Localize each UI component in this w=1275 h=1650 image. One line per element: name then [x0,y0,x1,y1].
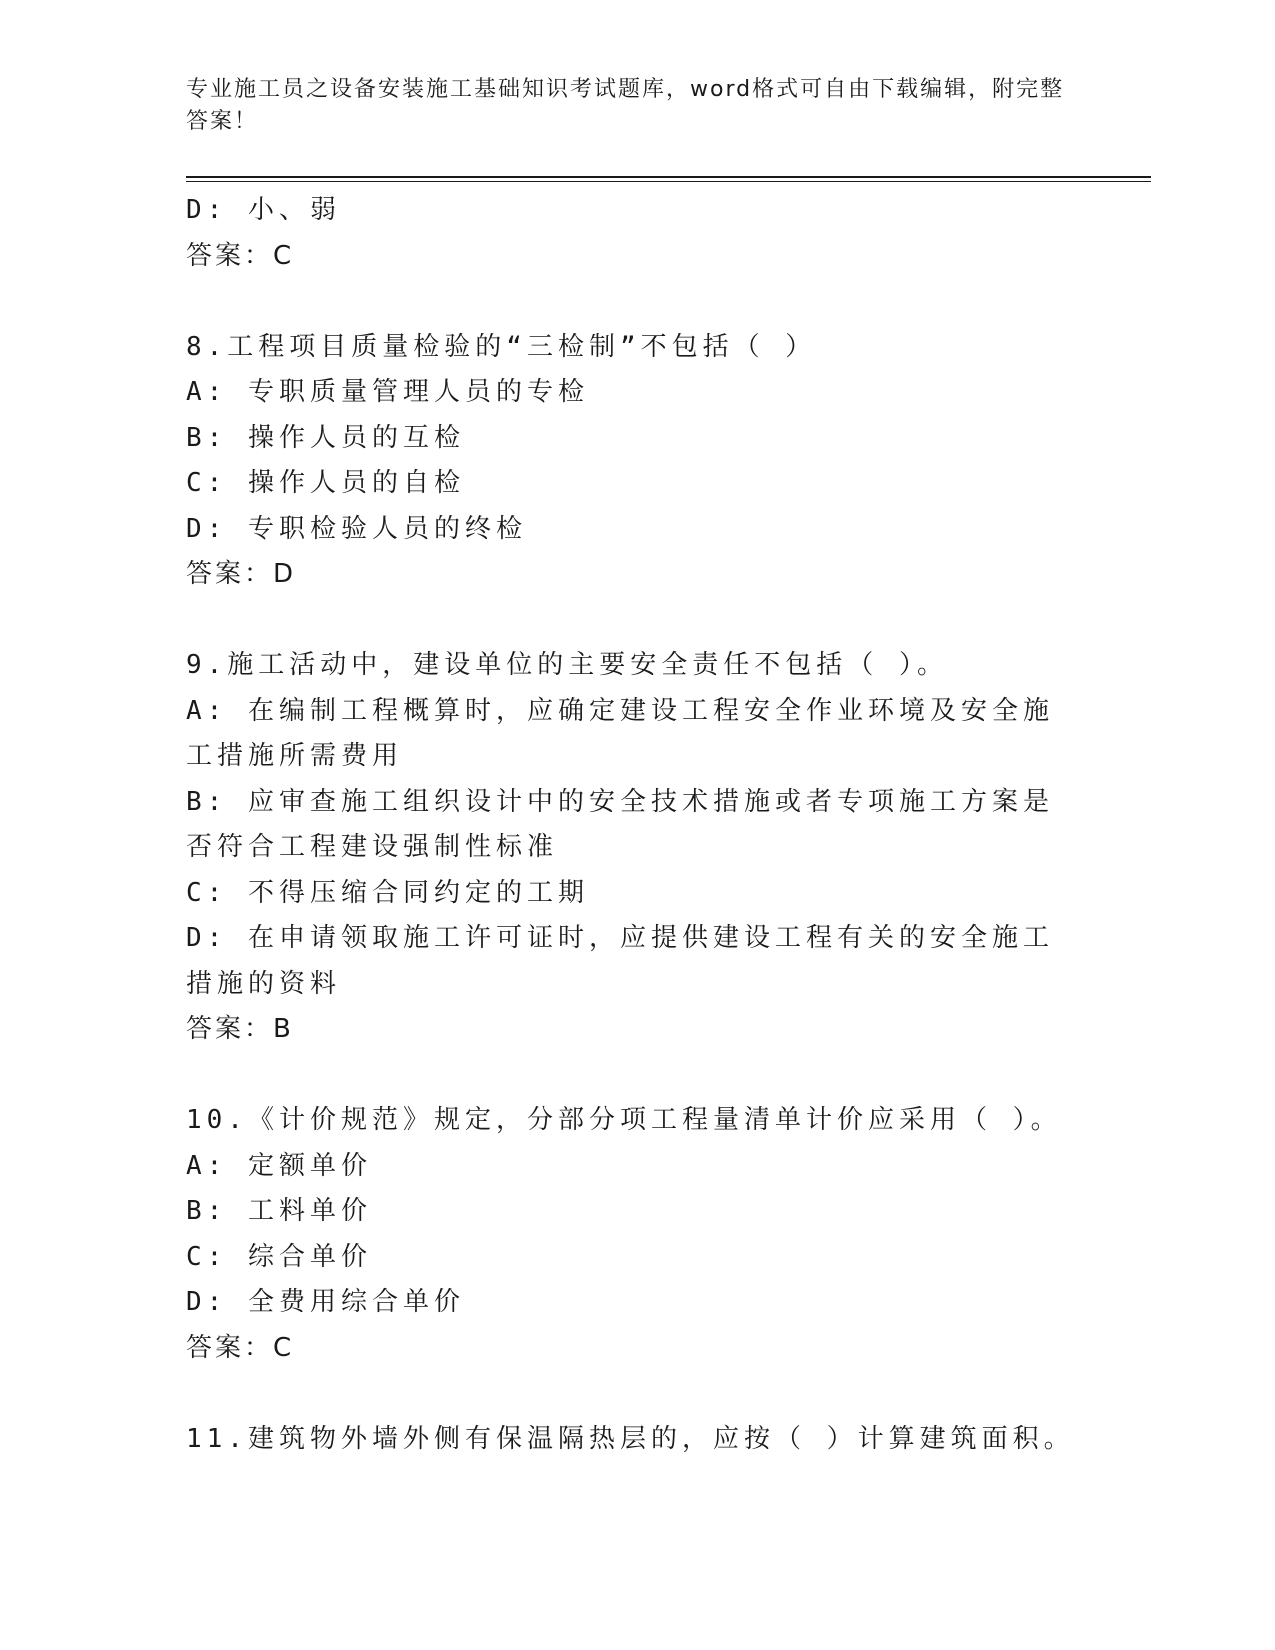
spacer [186,279,1076,325]
q11-stem: 11.建筑物外墙外侧有保温隔热层的，应按（ ）计算建筑面积。 [186,1423,1075,1454]
spacer [186,1053,1076,1099]
q10-option-c: C: 综合单价 [186,1241,372,1272]
question-list [186,188,1076,1462]
q8-option-d: D: 专职检验人员的终检 [186,513,527,544]
spacer [186,1371,1076,1417]
q9-option-a: A: 在编制工程概算时，应确定建设工程安全作业环境及安全施工措施所需费用 [186,695,1054,771]
header-divider-thin [186,181,1151,182]
q9-option-b: B: 应审查施工组织设计中的安全技术措施或者专项施工方案是否符合工程建设强制性标准 [186,786,1054,862]
q10-option-b: B: 工料单价 [186,1196,372,1226]
q9-answer: 答案：B [186,1014,294,1044]
q8-option-b: B: 操作人员的互检 [186,422,465,453]
q8-option-a: A: 专职质量管理人员的专检 [186,377,589,407]
spacer [186,598,1076,644]
header-divider-thick [186,176,1151,178]
q10-stem: 10.《计价规范》规定，分部分项工程量清单计价应采用（ ）。 [186,1105,1062,1135]
q9-option-d: D: 在申请领取施工许可证时，应提供建设工程有关的安全施工措施的资料 [186,923,1054,999]
q10-answer: 答案：C [186,1332,295,1363]
q9-option-c: C: 不得压缩合同约定的工期 [186,877,589,908]
q10-option-a: A: 定额单价 [186,1150,372,1181]
page-header: 专业施工员之设备安装施工基础知识考试题库，word格式可自由下载编辑，附完整答案！ [186,77,1065,134]
q8-stem: 8.工程项目质量检验的“三检制”不包括（ ） [186,331,817,362]
q7-option-d: D: 小、弱 [186,195,341,225]
q10-option-d: D: 全费用综合单价 [186,1287,465,1317]
q9-stem: 9.施工活动中，建设单位的主要安全责任不包括（ ）。 [186,650,948,680]
q8-option-c: C: 操作人员的自检 [186,468,465,498]
q8-answer: 答案：D [186,559,297,589]
q7-answer: 答案：C [186,240,295,271]
